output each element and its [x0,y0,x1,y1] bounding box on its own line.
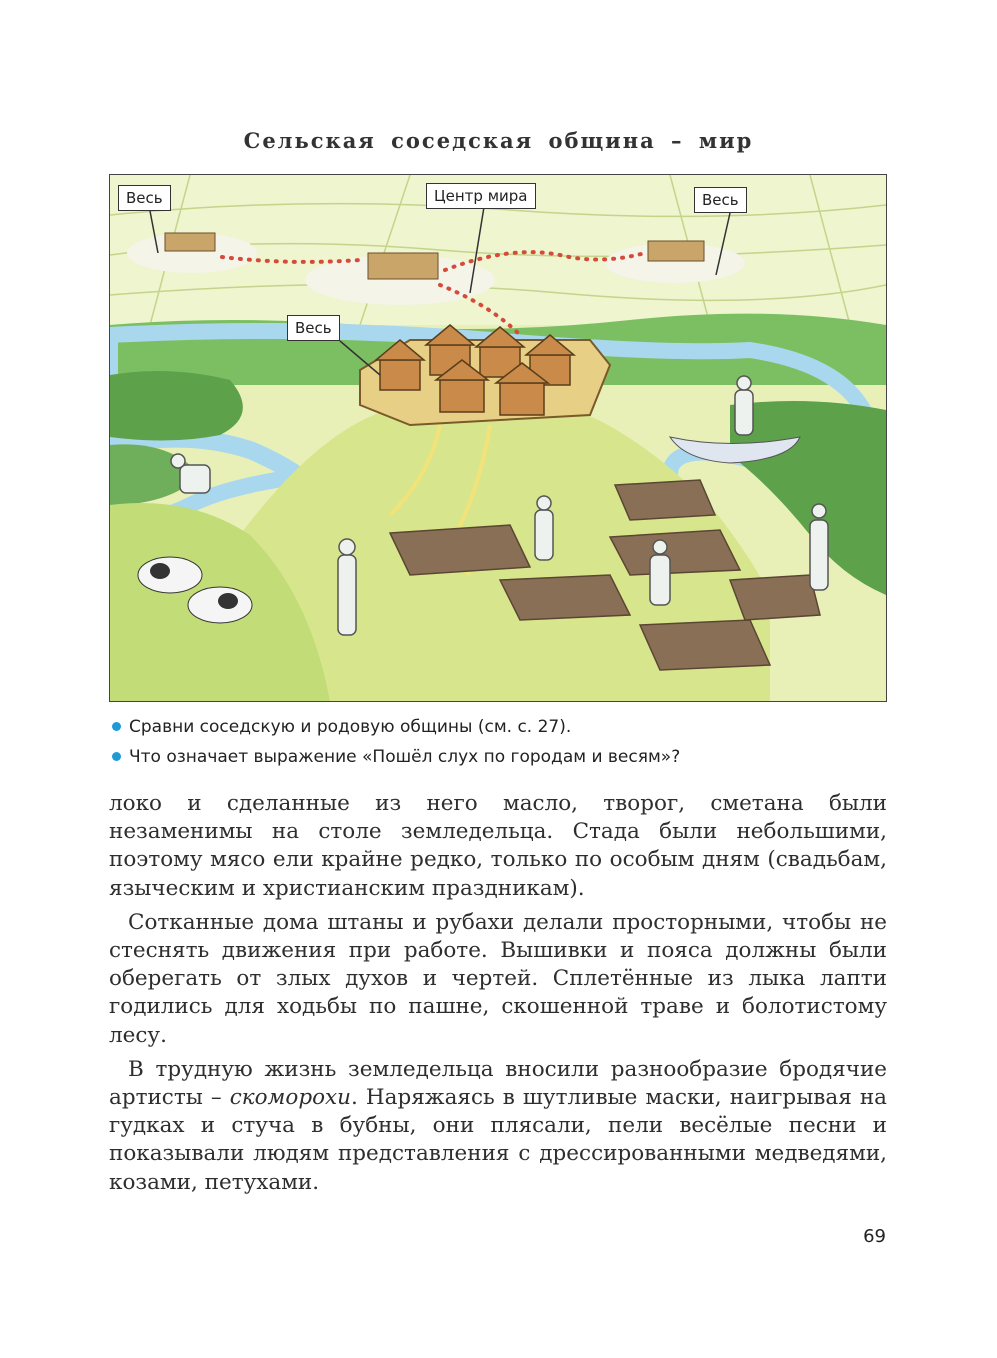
label-ves-left: Весь [118,185,171,211]
bullet-icon [112,752,121,761]
paragraph-3-end: . Наряжаясь в шутливые маски, наигрывая на гудках и стуча в бубны, они плясали, пели весёлые песни и показывали людям представления с дрессированными медведями, козами, петухами. [109,1085,888,1195]
village-right [648,241,704,261]
label-ves-bottom: Весь [287,315,340,341]
question-item [112,742,882,772]
forest-left [110,371,243,441]
village-left [165,233,215,251]
paragraph-1: локо и сделанные из него масло, творог, сметана были незаменимы на столе земледельца. Стада были небольшими, поэтому мясо ели крайне редко, только по особым дням (свадьбам, языческим и христианским праздникам). [109,791,887,901]
bullet-icon [112,722,121,731]
review-questions [112,712,882,772]
paragraph-3-start: В трудную жизнь земледельца вносили разнообразие бродячие артисты – [109,1056,887,1111]
paragraph-3 [109,1056,887,1197]
page-title: Сельская соседская община – мир [243,128,754,153]
term-skomorokhi: скоморохи [229,1085,352,1111]
page-number: 69 [863,1226,886,1247]
question-item [112,712,882,742]
body-text [109,790,887,1203]
label-ves-right: Весь [694,187,747,213]
paragraph-2: Сотканные дома штаны и рубахи делали просторными, чтобы не стеснять движения при работе. Вышивки и пояса должны были оберегать от злых духов и чертей. Сплетённые из лыка лапти годились для ходьбы по пашне, скошенной траве и болотистому лесу. [109,909,887,1048]
question-text: Сравни соседскую и родовую общины (см. с. 27). [129,717,572,737]
village-community-illustration [109,174,887,702]
label-center-mira: Центр мира [426,183,536,209]
village-center [368,253,438,279]
question-text: Что означает выражение «Пошёл слух по городам и весям»? [129,747,681,767]
illustration-canvas [110,175,886,701]
